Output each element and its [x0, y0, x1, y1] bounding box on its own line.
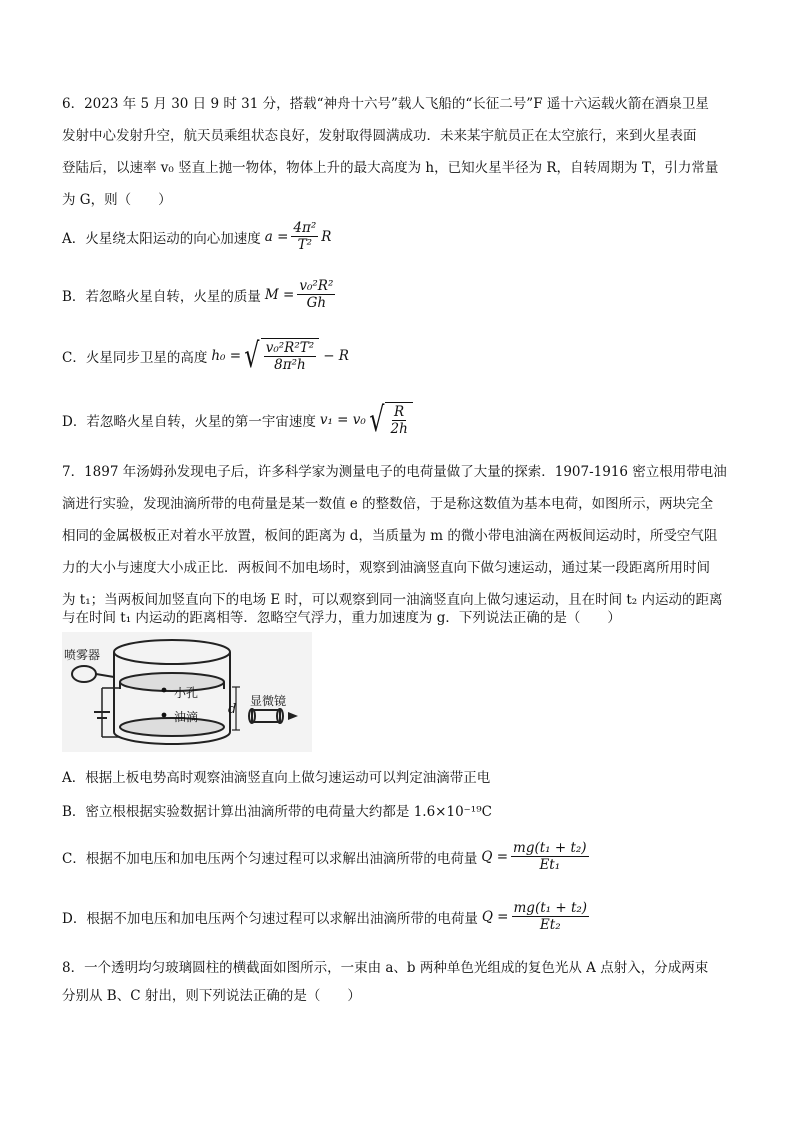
q6-option-d-fraction [388, 404, 409, 437]
q6-option-c-den: 8π²h [274, 357, 306, 373]
q7-line-5: 为 t₁；当两板间加竖直向下的电场 E 时，可以观察到同一油滴竖直向上做匀速运动，且在时间 t₂ 内运动的距离 [62, 592, 723, 608]
q6-option-d-sqrt [366, 399, 413, 440]
hole-label: 小孔 [174, 686, 199, 700]
q7-option-a: A．根据上板电势高时观察油滴竖直向上做匀速运动可以判定油滴带正电 [62, 770, 491, 786]
sprayer-label: 喷雾器 [64, 648, 101, 662]
q7-option-b: B．密立根根据实验数据计算出油滴所带的电荷量大约都是 1.6×10⁻¹⁹C [62, 804, 492, 820]
q7-line-1: 7．1897 年汤姆孙发现电子后，许多科学家为测量电子的电荷量做了大量的探索．1907-1916 密立根用带电油 [62, 464, 727, 480]
q6-option-c-lhs: h₀ = [211, 347, 242, 364]
q6-option-c-tail: − R [323, 347, 349, 364]
q7-line-4: 力的大小与速度大小成正比．两板间不加电场时，观察到油滴竖直向下做匀速运动，通过某一段距离所用时间 [62, 560, 710, 576]
q6-option-a-lhs: a = [264, 228, 289, 245]
q6-option-a-fraction [291, 220, 318, 253]
q7-option-d-num: mg(t₁ + t₂) [513, 900, 588, 916]
q6-option-d-text: D．若忽略火星自转，火星的第一宇宙速度 [62, 413, 316, 430]
q7-option-c-num: mg(t₁ + t₂) [513, 840, 587, 856]
droplet-label: 油滴 [174, 710, 199, 724]
q6-option-a-den: T² [297, 237, 313, 253]
q7-option-c-text: C．根据不加电压和加电压两个匀速过程可以求解出油滴所带的电荷量 [62, 850, 478, 867]
radical-sign-icon: √ [369, 399, 385, 440]
q6-line-2: 发射中心发射升空，航天员乘组状态良好，发射取得圆满成功．未来某宇航员正在太空旅行，来到火星表面 [62, 128, 697, 144]
q8-line-2: 分别从 B、C 射出，则下列说法正确的是（ ） [62, 988, 361, 1004]
q6-option-a-num: 4π² [293, 220, 317, 236]
q6-option-a-tail: R [321, 228, 332, 245]
q7-line-6: 与在时间 t₁ 内运动的距离相等．忽略空气浮力，重力加速度为 g．下列说法正确的是（ ） [62, 610, 621, 626]
q7-option-d-lhs: Q = [481, 908, 509, 925]
q6-option-a [62, 220, 331, 253]
q6-option-c-text: C．火星同步卫星的高度 [62, 349, 208, 366]
q6-option-a-text: A．火星绕太阳运动的向心加速度 [62, 230, 261, 247]
q6-option-c [62, 335, 349, 376]
q7-line-2: 滴进行实验，发现油滴所带的电荷量是某一数值 e 的整数倍，于是称这数值为基本电荷，如图所示，两块完全 [62, 496, 714, 512]
q6-option-b-den: Gh [306, 295, 327, 311]
q7-option-c-fraction [511, 840, 589, 873]
q7-option-c-den: Et₁ [539, 857, 561, 873]
q6-option-d-den: 2h [390, 421, 408, 437]
q6-option-c-fraction [264, 340, 316, 373]
q7-line-3: 相同的金属极板正对着水平放置，板间的距离为 d，当质量为 m 的微小带电油滴在两板间运动时，所受空气阻 [62, 528, 718, 544]
q6-option-d-lhs: v₁ = v₀ [319, 411, 366, 428]
q6-option-c-sqrt [241, 335, 319, 376]
q7-option-d [62, 900, 592, 933]
q6-line-1: 6．2023 年 5 月 30 日 9 时 31 分，搭载“神舟十六号”载人飞船的“长征二号”F 遥十六运载火箭在酒泉卫星 [62, 96, 709, 112]
q7-option-d-den: Et₂ [539, 917, 561, 933]
microscope-label: 显微镜 [250, 694, 287, 708]
q6-line-4: 为 G，则（ ） [62, 192, 172, 208]
q7-option-c-lhs: Q = [481, 848, 509, 865]
q6-option-b-lhs: M = [264, 286, 295, 303]
q8-line-1: 8．一个透明均匀玻璃圆柱的横截面如图所示，一束由 a、b 两种单色光组成的复色光从 A 点射入，分成两束 [62, 960, 709, 976]
q6-option-d [62, 399, 413, 440]
q7-option-c [62, 840, 592, 873]
plate-gap-label: d [228, 702, 237, 717]
q7-option-d-text: D．根据不加电压和加电压两个匀速过程可以求解出油滴所带的电荷量 [62, 910, 478, 927]
q6-option-c-num: v₀²R²T² [265, 340, 315, 356]
q7-option-d-fraction [512, 900, 590, 933]
millikan-apparatus-figure [62, 632, 312, 756]
q6-option-b [62, 278, 338, 311]
q6-option-d-num: R [394, 404, 405, 420]
q6-option-b-text: B．若忽略火星自转，火星的质量 [62, 288, 261, 305]
q6-line-3: 登陆后，以速率 v₀ 竖直上抛一物体，物体上升的最大高度为 h，已知火星半径为 R，自转周期为 T，引力常量 [62, 160, 719, 176]
radical-sign-icon: √ [244, 335, 260, 376]
q6-option-b-num: v₀²R² [299, 278, 334, 294]
q6-option-b-fraction [297, 278, 335, 311]
